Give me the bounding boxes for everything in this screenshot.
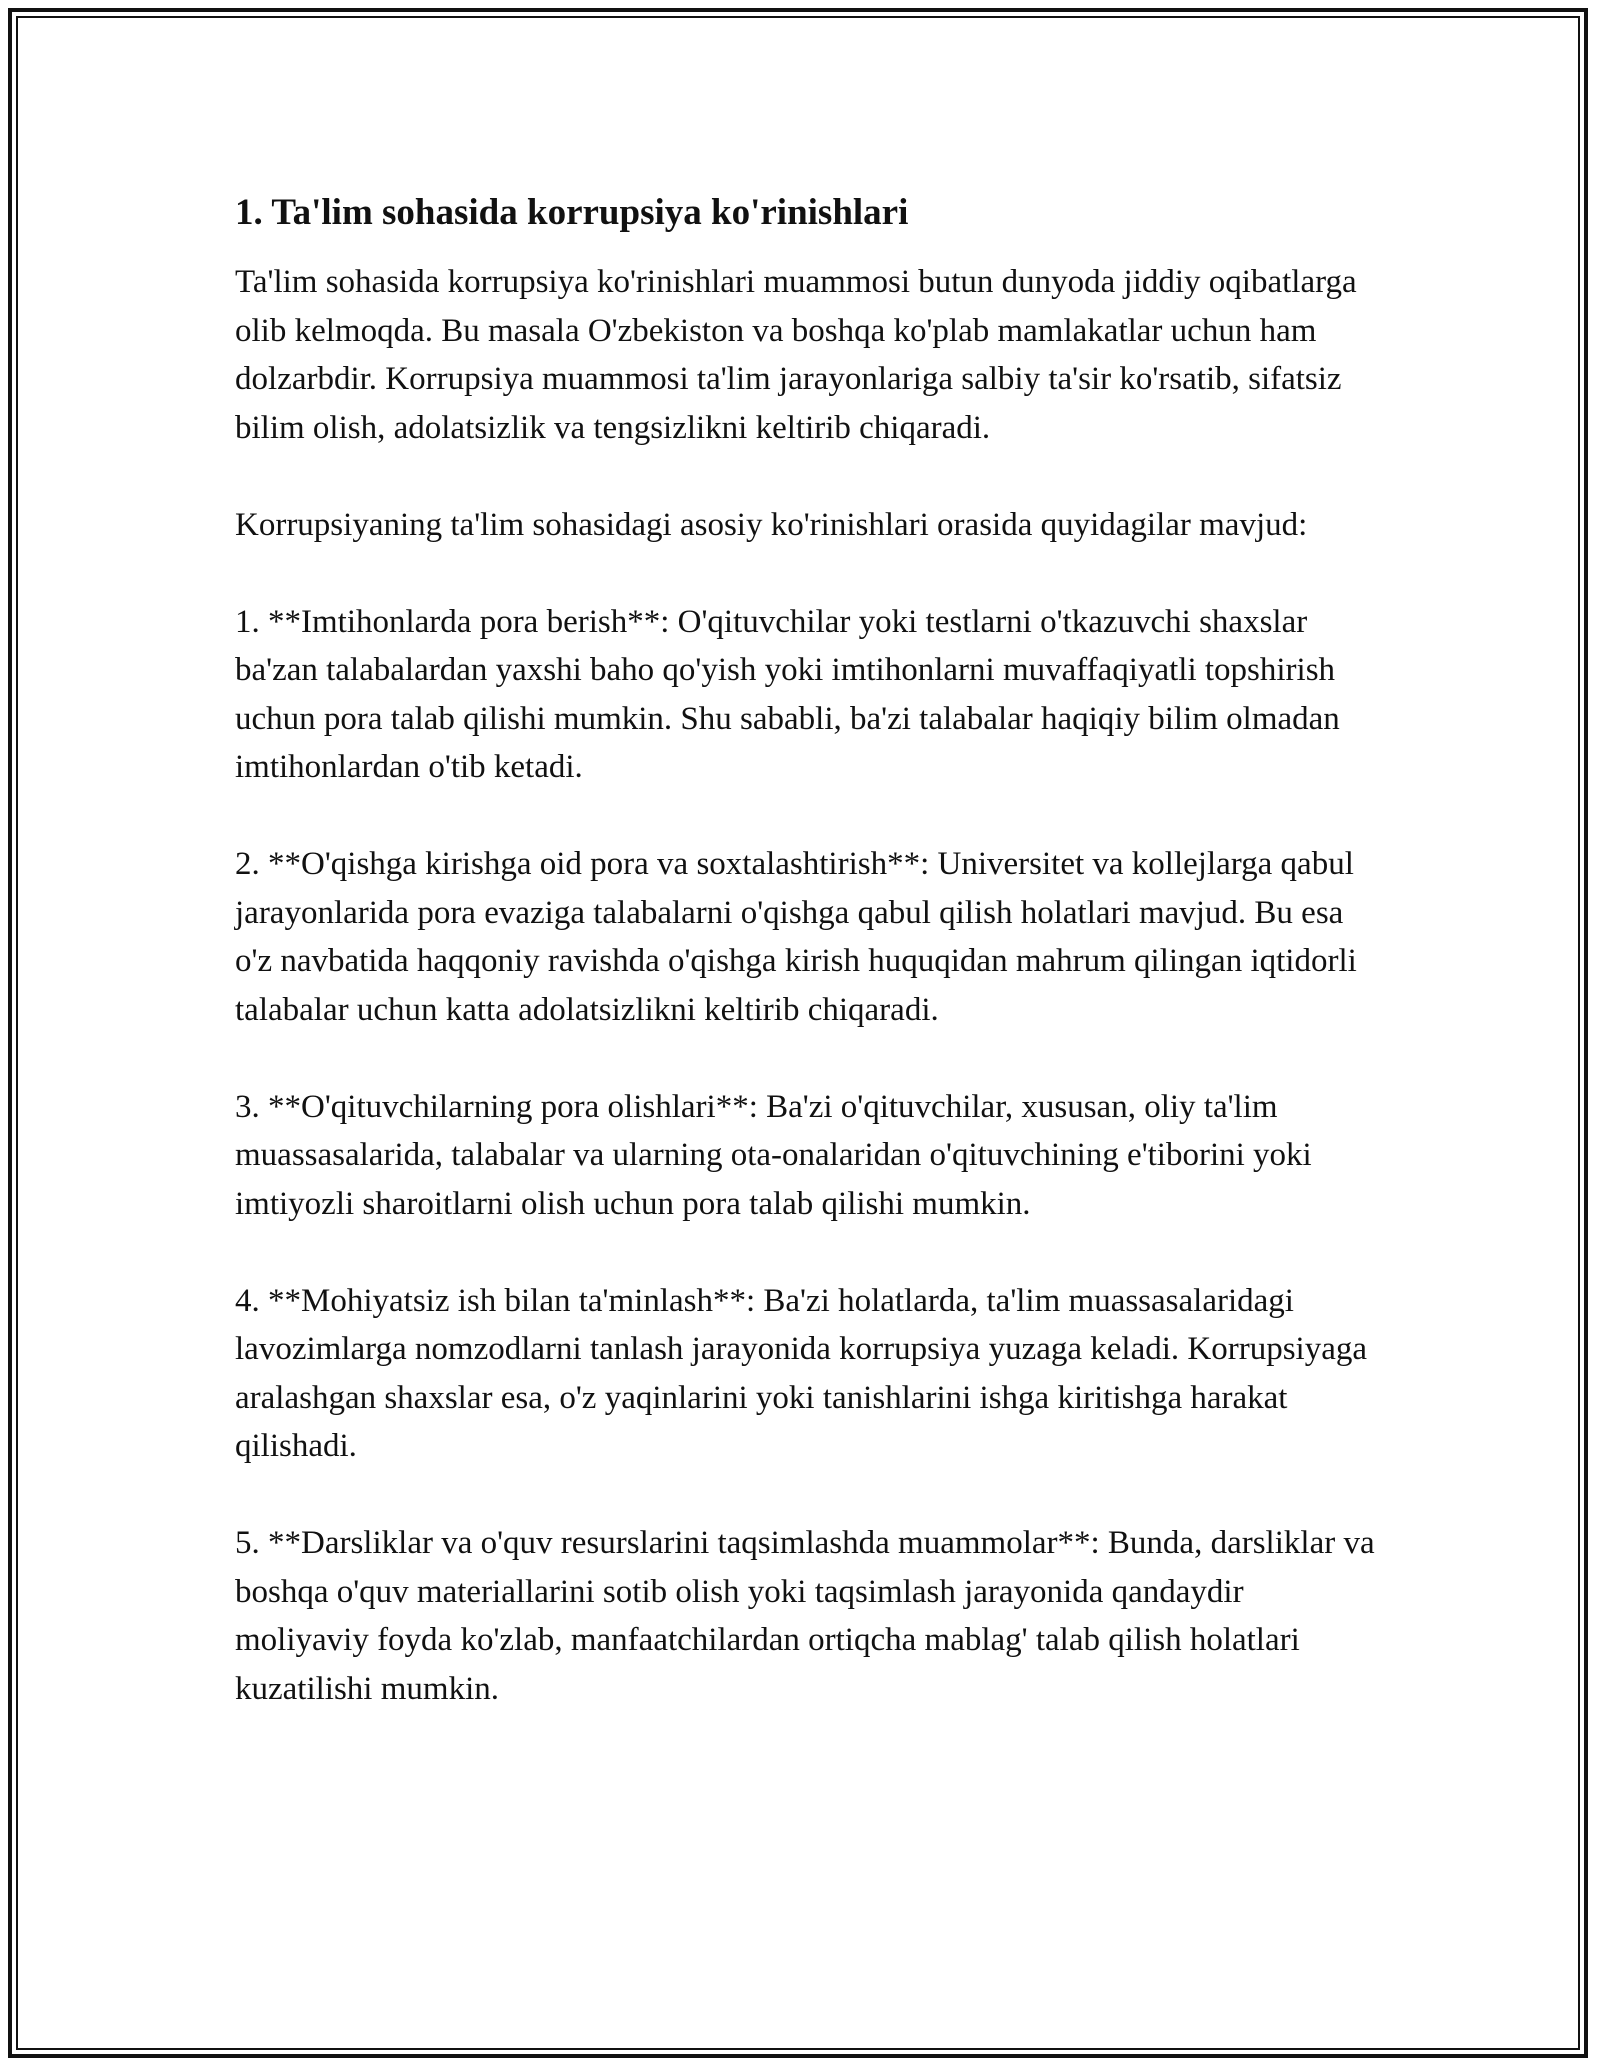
list-item-2: 2. **O'qishga kirishga oid pora va soxtalashtirish**: Universitet va kollejlarga qabul jarayonlarida pora evaziga talabalarni o'qishga qabul qilish holatlari mavjud. Bu esa o'z navbatida haqqoniy ravishda o'qishga kirish huquqidan mahrum qilingan iqtidorli talabalar uchun katta adolatsizlikni keltirib chiqaradi.: [235, 846, 1357, 1028]
list-item-3: 3. **O'qituvchilarning pora olishlari**: Ba'zi o'qituvchilar, xususan, oliy ta'lim muassasalarida, talabalar va ularning ota-onalaridan o'qituvchining e'tiborini yoki imtiyozli sharoitlarni olish uchun pora talab qilishi mumkin.: [235, 1088, 1312, 1222]
list-item-1: 1. **Imtihonlarda pora berish**: O'qituvchilar yoki testlarni o'tkazuvchi shaxslar ba'zan talabalardan yaxshi baho qo'yish yoki imtihonlarni muvaffaqiyatli topshirish uchun pora talab qilishi mumkin. Shu sababli, ba'zi talabalar haqiqiy bilim olmadan imtihonlardan o'tib ketadi.: [235, 603, 1340, 785]
intro-paragraph: Ta'lim sohasida korrupsiya ko'rinishlari muammosi butun dunyoda jiddiy oqibatlarga olib kelmoqda. Bu masala O'zbekiston va boshqa ko'plab mamlakatlar uchun ham dolzarbdir. Korrupsiya muammosi ta'lim jarayonlariga salbiy ta'sir ko'rsatib, sifatsiz bilim olish, adolatsizlik va tengsizlikni keltirib chiqaradi.: [235, 264, 1357, 446]
list-item-5: 5. **Darsliklar va o'quv resurslarini taqsimlashda muammolar**: Bunda, darsliklar va boshqa o'quv materiallarini sotib olish yoki taqsimlash jarayonida qandaydir moliyaviy foyda ko'zlab, manfaatchilardan ortiqcha mablag' talab qilish holatlari kuzatilishi mumkin.: [235, 1525, 1375, 1707]
list-item-4: 4. **Mohiyatsiz ish bilan ta'minlash**: Ba'zi holatlarda, ta'lim muassasalaridagi lavozimlarga nomzodlarni tanlash jarayonida korrupsiya yuzaga keladi. Korrupsiyaga aralashgan shaxslar esa, o'z yaqinlarini yoki tanishlarini ishga kiritishga harakat qilishadi.: [235, 1282, 1368, 1464]
document-body: [235, 188, 1375, 1713]
section-heading: 1. Ta'lim sohasida korrupsiya ko'rinishlari: [235, 192, 909, 233]
list-lead-paragraph: Korrupsiyaning ta'lim sohasidagi asosiy ko'rinishlari orasida quyidagilar mavjud:: [235, 506, 1308, 543]
